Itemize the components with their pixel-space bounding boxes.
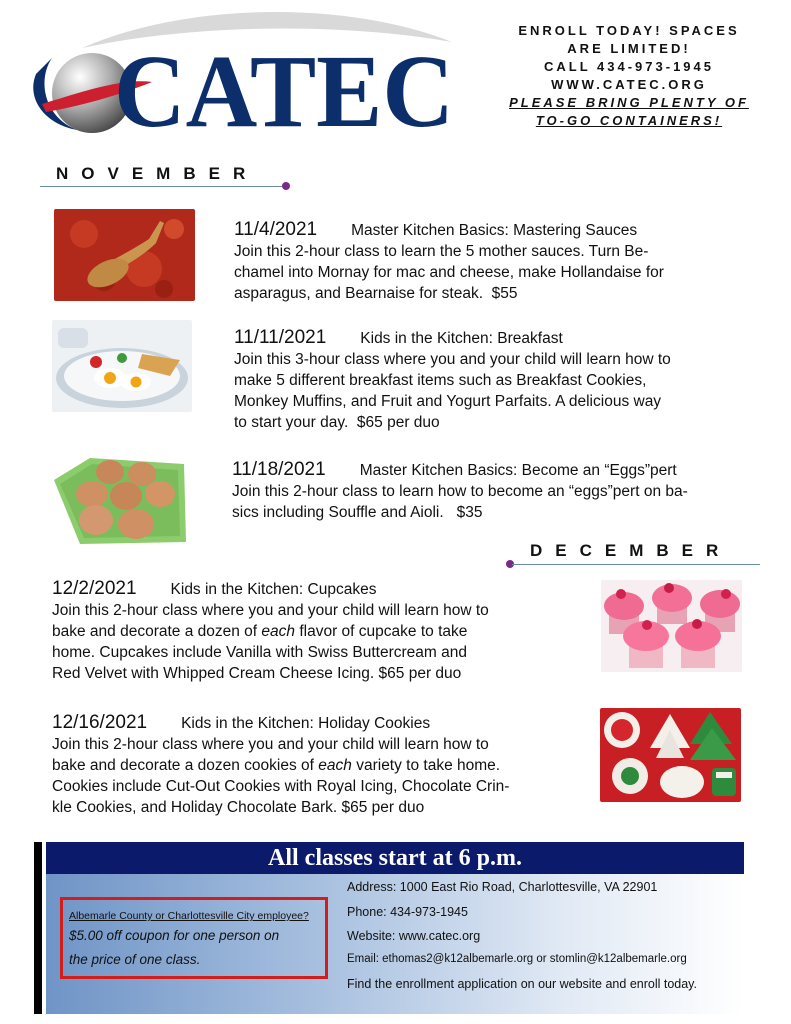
sauce-photo	[54, 209, 195, 301]
footer-application-note: Find the enrollment application on our website and enroll today.	[347, 977, 697, 991]
class-title: Kids in the Kitchen: Breakfast	[360, 330, 563, 347]
enroll-line: ARE LIMITED!	[567, 41, 691, 56]
enroll-line: WWW.CATEC.ORG	[551, 77, 707, 92]
cupcakes-photo	[601, 580, 742, 672]
breakfast-photo	[52, 320, 192, 412]
class-date: 11/11/2021	[234, 327, 327, 348]
class-description-text: variety to take home.	[351, 757, 501, 774]
class-date: 11/4/2021	[234, 219, 318, 240]
containers-note-line: PLEASE BRING PLENTY OF	[509, 95, 749, 110]
class-price: $65 per duo	[341, 799, 425, 816]
november-rule	[40, 186, 286, 187]
class-description-line: kle Cookies, and Holiday Chocolate Bark.	[52, 799, 338, 816]
coupon-offer-line: the price of one class.	[69, 952, 201, 967]
class-price: $65 per duo	[356, 414, 440, 431]
class-description-line: make 5 different breakfast items such as Breakfast Cookies,	[234, 372, 647, 389]
class-description-line: Red Velvet with Whipped Cream Cheese Icing.	[52, 665, 375, 682]
class-description-line: Join this 2-hour class where you and your child will learn how to	[52, 602, 489, 619]
class-description-text: bake and decorate a dozen of	[52, 623, 262, 640]
class-entry	[234, 219, 754, 304]
class-title: Master Kitchen Basics: Mastering Sauces	[351, 222, 638, 239]
class-description-text: bake and decorate a dozen cookies of	[52, 757, 319, 774]
eggs-photo	[50, 450, 188, 545]
class-entry	[234, 327, 754, 433]
november-dot	[282, 182, 290, 190]
class-description-emphasis: each	[318, 757, 352, 774]
class-date: 11/18/2021	[232, 459, 326, 480]
cookies-photo	[600, 708, 741, 802]
class-title: Kids in the Kitchen: Holiday Cookies	[181, 715, 431, 732]
class-date: 12/2/2021	[52, 578, 137, 599]
footer-address: Address: 1000 East Rio Road, Charlottesville, VA 22901	[347, 880, 658, 894]
class-entry	[52, 578, 587, 684]
class-title: Master Kitchen Basics: Become an “Eggs”pert	[359, 462, 677, 479]
class-description-text: flavor of cupcake to take	[295, 623, 468, 640]
class-price: $55	[491, 285, 518, 302]
november-heading: NOVEMBER	[56, 164, 259, 183]
enroll-line: ENROLL TODAY! SPACES	[518, 23, 740, 38]
class-description-line: Join this 2-hour class where you and your child will learn how to	[52, 736, 489, 753]
class-description-line: chamel into Mornay for mac and cheese, make Hollandaise for	[234, 264, 664, 281]
employee-coupon-box	[60, 897, 328, 979]
class-price: $65 per duo	[378, 665, 462, 682]
class-price: $35	[456, 504, 483, 521]
class-description-line: Join this 3-hour class where you and your child will learn how to	[234, 351, 671, 368]
december-rule	[512, 564, 760, 565]
start-time-banner: All classes start at 6 p.m.	[46, 842, 744, 874]
class-entry	[52, 712, 587, 818]
logo-wordmark: CATEC	[114, 34, 454, 148]
catec-logo	[22, 8, 474, 148]
class-description-line: Cookies include Cut-Out Cookies with Royal Icing, Chocolate Crin-	[52, 778, 510, 795]
footer-email: Email: ethomas2@k12albemarle.org or stomlin@k12albemarle.org	[347, 953, 687, 965]
class-description-line: asparagus, and Bearnaise for steak.	[234, 285, 484, 302]
class-description-line: Monkey Muffins, and Fruit and Yogurt Parfaits. A delicious way	[234, 393, 662, 410]
footer-website: Website: www.catec.org	[347, 929, 481, 943]
class-description-line: Join this 2-hour class to learn how to become an “eggs”pert on ba-	[232, 483, 688, 500]
coupon-offer-line: $5.00 off coupon for one person on	[69, 928, 280, 943]
december-heading: DECEMBER	[530, 541, 732, 560]
coupon-question: Albemarle County or Charlottesville City employee?	[69, 910, 309, 922]
class-title: Kids in the Kitchen: Cupcakes	[170, 581, 377, 598]
class-description-line: to start your day.	[234, 414, 349, 431]
class-description-line: sics including Souffle and Aioli.	[232, 504, 444, 521]
footer-phone: Phone: 434-973-1945	[347, 905, 468, 919]
class-entry	[232, 459, 757, 523]
class-description-emphasis: each	[261, 623, 296, 640]
enroll-line: CALL 434-973-1945	[544, 59, 714, 74]
footer-side-bar	[34, 842, 42, 1014]
containers-note-line: TO-GO CONTAINERS!	[535, 113, 723, 128]
class-description-line: Join this 2-hour class to learn the 5 mother sauces. Turn Be-	[234, 243, 649, 260]
class-description-line: home. Cupcakes include Vanilla with Swiss Buttercream and	[52, 644, 467, 661]
class-date: 12/16/2021	[52, 712, 148, 733]
enroll-notice	[489, 22, 769, 130]
